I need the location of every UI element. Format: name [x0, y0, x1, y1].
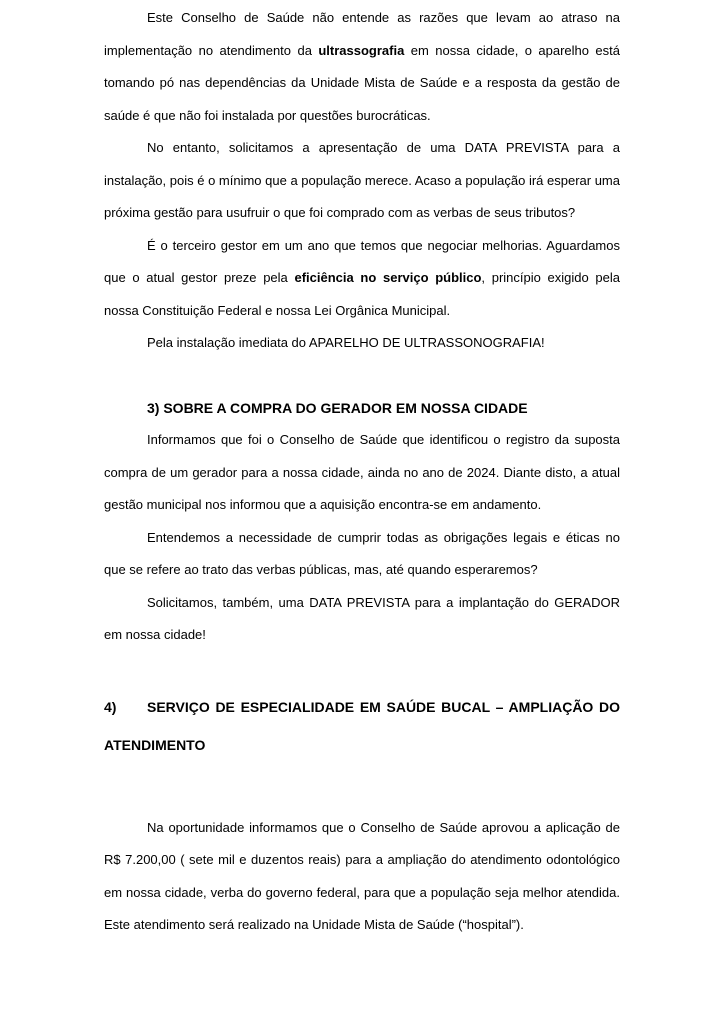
bold-eficiencia: eficiência no serviço público [294, 270, 482, 285]
paragraph-third-manager: É o terceiro gestor em um ano que temos que negociar melhorias. Aguardamos que o atual gestor preze pela eficiência no serviço público, princípio exigido pela nossa Constituição Federal e nossa Lei Orgânica Municipal. [104, 237, 621, 318]
section-title: SERVIÇO DE ESPECIALIDADE EM SAÚDE BUCAL – AMPLIAÇÃO DO ATENDIMENTO [104, 698, 620, 753]
spacer [104, 764, 620, 812]
section-number: 4) [104, 698, 117, 715]
paragraph-odontologico: Na oportunidade informamos que o Conselho de Saúde aprovou a aplicação de R$ 7.200,00 ( sete mil e duzentos reais) para a ampliação do atendimento odontológico em nossa cidade, verba do governo federal, para que a população seja melhor atendida. Este atendimento será realizado na Unidade Mista de Saúde (“hospital”). [104, 819, 620, 932]
paragraph-data-prevista-request: No entanto, solicitamos a apresentação de uma DATA PREVISTA para a instalação, pois é o mínimo que a população merece. Acaso a população irá esperar uma próxima gestão para usufruir o que foi comprado com as verbas de seus tributos? [104, 140, 620, 220]
paragraph-obrigacoes-legais: Entendemos a necessidade de cumprir todas as obrigações legais e éticas no que se refere ao trato das verbas públicas, mas, até quando esperaremos? [104, 529, 620, 577]
section-heading-gerador: 3) SOBRE A COMPRA DO GERADOR EM NOSSA CIDADE [147, 399, 528, 416]
spacer [104, 652, 620, 688]
section-heading-saude-bucal [104, 688, 620, 764]
paragraph-gerador-registro: Informamos que foi o Conselho de Saúde que identificou o registro da suposta compra de um gerador para a nossa cidade, ainda no ano de 2024. Diante disto, a atual gestão municipal nos informou que a aquisição encontra-se em andamento. [104, 432, 620, 512]
paragraph-gerador-data-prevista: Solicitamos, também, uma DATA PREVISTA para a implantação do GERADOR em nossa cidade! [104, 594, 620, 642]
paragraph-ultrassonografia-call: Pela instalação imediata do APARELHO DE ULTRASSONOGRAFIA! [147, 335, 545, 350]
bold-ultrassografia: ultrassografia [318, 42, 405, 58]
paragraph-ultrassografia-delay: Este Conselho de Saúde não entende as razões que levam ao atraso na implementação no atendimento da ultrassografia em nossa cidade, o aparelho está tomando pó nas dependências da Unidade Mista de Saúde e a resposta da gestão de saúde é que não foi instalada por questões burocráticas. [104, 10, 620, 123]
document-body [104, 0, 620, 942]
spacer [104, 360, 620, 392]
